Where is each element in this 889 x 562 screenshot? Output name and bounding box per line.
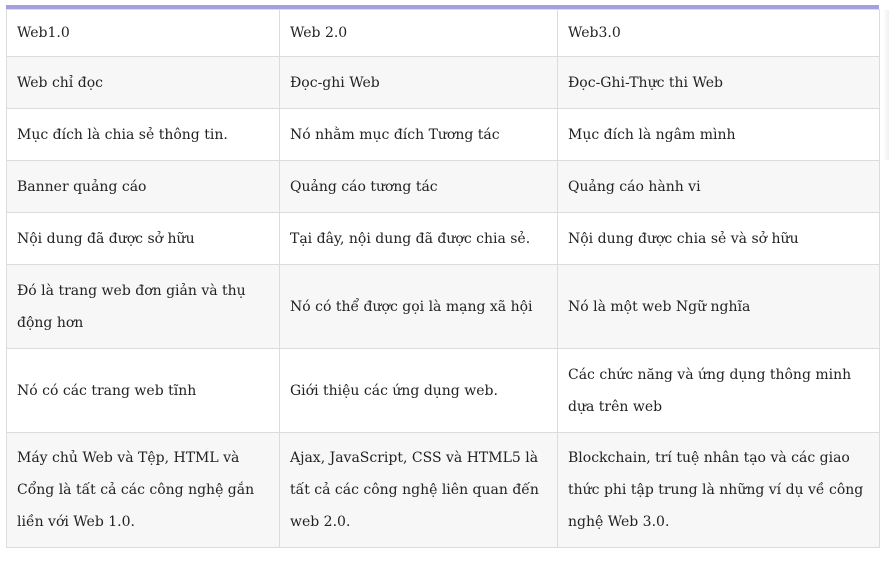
table-cell: Nó có các trang web tĩnh xyxy=(7,349,280,433)
table-row-header xyxy=(7,10,880,57)
table-cell: Máy chủ Web và Tệp, HTML và Cổng là tất cả các công nghệ gắn liền với Web 1.0. xyxy=(7,433,280,548)
table-row xyxy=(7,349,880,433)
table-cell: Nội dung đã được sở hữu xyxy=(7,213,280,265)
cell-web1-header: Web1.0 xyxy=(7,10,280,57)
web-comparison-table xyxy=(6,9,880,548)
table-cell: Giới thiệu các ứng dụng web. xyxy=(280,349,558,433)
comparison-table-container xyxy=(6,5,879,548)
table-cell: Quảng cáo hành vi xyxy=(558,161,880,213)
page-edge-shadow xyxy=(883,10,889,160)
cell-web3-header: Web3.0 xyxy=(558,10,880,57)
table-cell: Nó là một web Ngữ nghĩa xyxy=(558,265,880,349)
table-cell: Nó nhằm mục đích Tương tác xyxy=(280,109,558,161)
table-cell: Nội dung được chia sẻ và sở hữu xyxy=(558,213,880,265)
table-cell: Nó có thể được gọi là mạng xã hội xyxy=(280,265,558,349)
table-cell: Banner quảng cáo xyxy=(7,161,280,213)
table-row xyxy=(7,161,880,213)
table-cell: Đọc-ghi Web xyxy=(280,57,558,109)
table-cell: Mục đích là chia sẻ thông tin. xyxy=(7,109,280,161)
table-row xyxy=(7,57,880,109)
table-row xyxy=(7,213,880,265)
table-row xyxy=(7,433,880,548)
table-cell: Các chức năng và ứng dụng thông minh dựa trên web xyxy=(558,349,880,433)
table-cell: Mục đích là ngâm mình xyxy=(558,109,880,161)
table-cell: Tại đây, nội dung đã được chia sẻ. xyxy=(280,213,558,265)
table-cell: Đó là trang web đơn giản và thụ động hơn xyxy=(7,265,280,349)
table-cell: Đọc-Ghi-Thực thi Web xyxy=(558,57,880,109)
table-cell: Ajax, JavaScript, CSS và HTML5 là tất cả các công nghệ liên quan đến web 2.0. xyxy=(280,433,558,548)
table-cell: Blockchain, trí tuệ nhân tạo và các giao thức phi tập trung là những ví dụ về công nghệ Web 3.0. xyxy=(558,433,880,548)
table-cell: Quảng cáo tương tác xyxy=(280,161,558,213)
cell-web2-header: Web 2.0 xyxy=(280,10,558,57)
table-row xyxy=(7,109,880,161)
table-cell: Web chỉ đọc xyxy=(7,57,280,109)
table-row xyxy=(7,265,880,349)
